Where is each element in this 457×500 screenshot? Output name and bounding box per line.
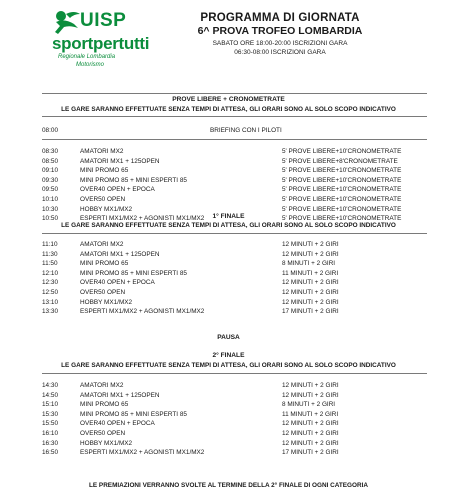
row-detail: 5' PROVE LIBERE+10'CRONOMETRATE: [282, 205, 402, 213]
logo-region-text: Regionale Lombardia: [58, 54, 116, 60]
divider: [42, 233, 427, 234]
divider: [42, 93, 427, 94]
row-category: OVER40 OPEN + EPOCA: [80, 420, 155, 428]
row-category: HOBBY MX1/MX2: [80, 205, 133, 213]
page-title: PROGRAMMA DI GIORNATA: [200, 12, 360, 24]
schedule-row: [0, 289, 457, 299]
row-detail: 5' PROVE LIBERE+10'CRONOMETRATE: [282, 176, 402, 184]
row-detail: 5' PROVE LIBERE+10'CRONOMETRATE: [282, 186, 402, 194]
uisp-logo: [52, 8, 154, 68]
row-detail: 5' PROVE LIBERE+10'CRONOMETRATE: [282, 167, 402, 175]
row-time: 12:10: [42, 269, 58, 277]
row-detail: 12 MINUTI + 2 GIRI: [282, 430, 339, 437]
row-category: MINI PROMO 65: [80, 260, 129, 268]
row-category: MINI PROMO 85 + MINI ESPERTI 85: [80, 410, 187, 418]
row-time: 12:50: [42, 289, 58, 296]
schedule-row: [0, 186, 457, 196]
logo-sportpertutti-text: sportpertutti: [52, 34, 150, 53]
schedule-row: [0, 241, 457, 251]
row-detail: 11 MINUTI + 2 GIRI: [282, 410, 339, 418]
row-time: 11:50: [42, 260, 58, 268]
briefing-time: 08:00: [42, 127, 58, 134]
row-detail: 5' PROVE LIBERE+10'CRONOMETRATE: [282, 215, 402, 223]
section-title-finale-2: 2° FINALE: [212, 352, 245, 359]
row-category: ESPERTI MX1/MX2 + AGONISTI MX1/MX2: [80, 308, 205, 316]
schedule-row: [0, 430, 457, 440]
row-category: OVER50 OPEN: [80, 196, 126, 203]
schedule-row: [0, 158, 457, 168]
row-time: 11:10: [42, 241, 58, 248]
schedule-row: [0, 177, 457, 187]
row-category: AMATORI MX2: [80, 148, 124, 155]
row-time: 11:30: [42, 250, 58, 258]
schedule-row: [0, 420, 457, 430]
row-detail: 11 MINUTI + 2 GIRI: [282, 269, 339, 277]
row-detail: 12 MINUTI + 2 GIRI: [282, 279, 339, 287]
row-detail: 12 MINUTI + 2 GIRI: [282, 439, 339, 447]
row-category: HOBBY MX1/MX2: [80, 298, 133, 306]
row-detail: 5' PROVE LIBERE+10'CRONOMETRATE: [282, 196, 402, 203]
row-time: 09:30: [42, 176, 58, 184]
registration-line-1: SABATO ORE 18:00-20:00 ISCRIZIONI GARA: [212, 40, 348, 47]
uisp-runner-icon: [52, 8, 82, 36]
row-category: MINI PROMO 85 + MINI ESPERTI 85: [80, 176, 187, 184]
section-title-prove: PROVE LIBERE + CRONOMETRATE: [172, 96, 285, 103]
row-time: 13:30: [42, 308, 58, 316]
schedule-row: [0, 401, 457, 411]
row-detail: 5' PROVE LIBERE+8'CRONOMETRATE: [282, 157, 398, 165]
logo-discipline-text: Motorismo: [76, 62, 105, 68]
row-category: HOBBY MX1/MX2: [80, 439, 133, 447]
schedule-row: [0, 440, 457, 450]
registration-line-2: 06:30-08:00 ISCRIZIONI GARA: [234, 49, 326, 56]
row-time: 15:50: [42, 420, 58, 428]
awards-notice: LE PREMIAZIONI VERRANNO SVOLTE AL TERMINE DELLA 2° FINALE DI OGNI CATEGORIA: [88, 482, 369, 489]
row-time: 15:30: [42, 410, 58, 418]
row-category: MINI PROMO 65: [80, 401, 129, 409]
schedule-row: [0, 449, 457, 459]
row-category: ESPERTI MX1/MX2 + AGONISTI MX1/MX2: [80, 449, 205, 457]
row-time: 08:30: [42, 148, 58, 155]
section-title-finale-1: 1° FINALE: [212, 213, 245, 220]
row-time: 15:10: [42, 401, 58, 409]
row-detail: 12 MINUTI + 2 GIRI: [282, 420, 339, 428]
row-detail: 8 MINUTI + 2 GIRI: [282, 260, 336, 268]
row-detail: 17 MINUTI + 2 GIRI: [282, 449, 339, 457]
row-detail: 17 MINUTI + 2 GIRI: [282, 308, 339, 316]
briefing-label: BRIEFING CON I PILOTI: [210, 127, 282, 134]
row-time: 14:30: [42, 382, 58, 389]
row-time: 08:50: [42, 157, 58, 165]
schedule-row: [0, 196, 457, 206]
row-detail: 12 MINUTI + 2 GIRI: [282, 289, 339, 296]
schedule-row: [0, 308, 457, 318]
divider: [42, 116, 427, 117]
row-detail: 5' PROVE LIBERE+10'CRONOMETRATE: [282, 148, 402, 155]
divider: [42, 373, 427, 374]
row-category: OVER40 OPEN + EPOCA: [80, 186, 155, 194]
logo-uisp-text: UISP: [80, 10, 127, 31]
schedule-row: [0, 260, 457, 270]
row-category: AMATORI MX1 + 125OPEN: [80, 157, 160, 165]
row-time: 14:50: [42, 391, 58, 399]
row-detail: 12 MINUTI + 2 GIRI: [282, 382, 339, 389]
schedule-row: [0, 382, 457, 392]
schedule-row: [0, 299, 457, 309]
row-category: AMATORI MX1 + 125OPEN: [80, 250, 160, 258]
divider: [42, 139, 427, 140]
row-time: 13:10: [42, 298, 58, 306]
row-detail: 12 MINUTI + 2 GIRI: [282, 391, 339, 399]
row-category: MINI PROMO 65: [80, 167, 129, 175]
schedule-row: [0, 251, 457, 261]
section-notice-finale-1: LE GARE SARANNO EFFETTUATE SENZA TEMPI DI ATTESA, GLI ORARI SONO AL SOLO SCOPO INDICATIVO: [61, 222, 396, 229]
row-time: 09:50: [42, 186, 58, 194]
row-time: 10:50: [42, 215, 58, 223]
row-time: 16:10: [42, 430, 58, 437]
schedule-row: [0, 270, 457, 280]
pause-label: PAUSA: [217, 334, 240, 341]
row-category: AMATORI MX2: [80, 382, 124, 389]
row-category: OVER50 OPEN: [80, 289, 126, 296]
row-detail: 12 MINUTI + 2 GIRI: [282, 241, 339, 248]
row-time: 12:30: [42, 279, 58, 287]
schedule-row: [0, 411, 457, 421]
row-category: MINI PROMO 85 + MINI ESPERTI 85: [80, 269, 187, 277]
schedule-row: [0, 167, 457, 177]
schedule-row: [0, 279, 457, 289]
section-notice-finale-2: LE GARE SARANNO EFFETTUATE SENZA TEMPI DI ATTESA, GLI ORARI SONO AL SOLO SCOPO INDICATIVO: [61, 362, 396, 369]
page-subtitle: 6^ PROVA TROFEO LOMBARDIA: [197, 25, 363, 37]
row-detail: 12 MINUTI + 2 GIRI: [282, 250, 339, 258]
row-detail: 12 MINUTI + 2 GIRI: [282, 298, 339, 306]
row-category: AMATORI MX2: [80, 241, 124, 248]
row-time: 10:30: [42, 205, 58, 213]
section-notice-prove: LE GARE SARANNO EFFETTUATE SENZA TEMPI DI ATTESA, GLI ORARI SONO AL SOLO SCOPO INDICATIVO: [61, 106, 396, 113]
row-category: ESPERTI MX1/MX2 + AGONISTI MX1/MX2: [80, 215, 205, 223]
row-time: 16:30: [42, 439, 58, 447]
title-block: [160, 12, 400, 56]
row-time: 09:10: [42, 167, 58, 175]
row-detail: 8 MINUTI + 2 GIRI: [282, 401, 336, 409]
row-time: 16:50: [42, 449, 58, 457]
schedule-row: [0, 148, 457, 158]
row-category: AMATORI MX1 + 125OPEN: [80, 391, 160, 399]
row-category: OVER40 OPEN + EPOCA: [80, 279, 155, 287]
row-category: OVER50 OPEN: [80, 430, 126, 437]
row-time: 10:10: [42, 196, 58, 203]
schedule-row: [0, 392, 457, 402]
